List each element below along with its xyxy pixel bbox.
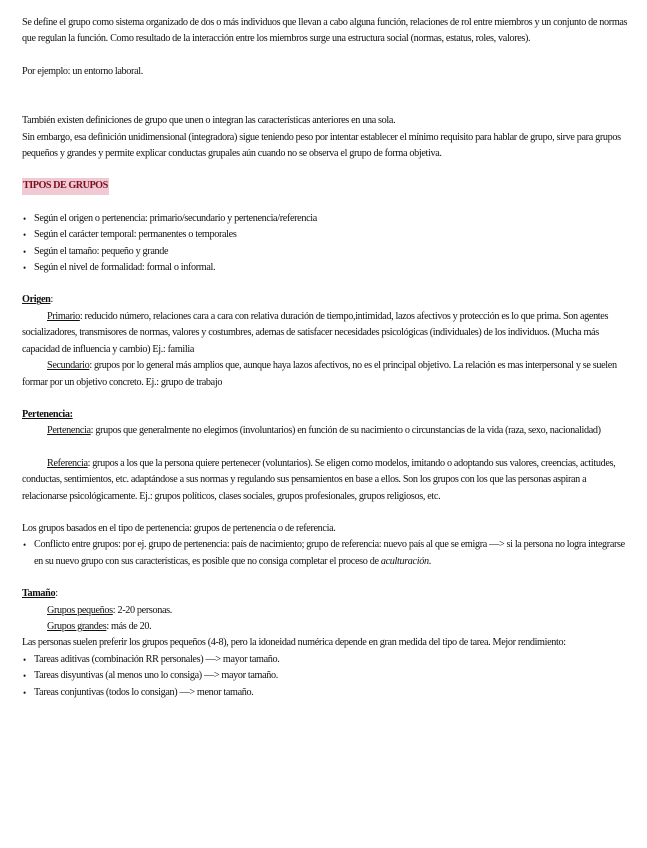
list-item: • Tareas disyuntivas (al menos uno lo consiga) —> mayor tamaño. — [22, 668, 632, 684]
unidimensional-paragraph: Sin embargo, esa definición unidimensional (integradora) sigue teniendo peso por intentar establecer el mínimo requisito para hablar de grupo, sirve para grupos pequeños y grandes y permite explicar conductas grupales aún cuando no se observa el grupo de forma objetiva. — [22, 131, 621, 160]
pequenos-line — [22, 603, 632, 619]
pertenencia-heading: Pertenencia: — [22, 408, 73, 420]
document-page: Se define el grupo como sistema organizado de dos o más individuos que llevan a cabo alguna función, relaciones de rol entre miembros y un conjunto de normas que regulan la función. Como resultado de la interacción entre los miembros surge una estructura social (normas, estatus, roles, valores). Por ejemplo: un entorno laboral. También existen definiciones de grupo que unen o integran las características anteriores en una sola. Sin embargo, esa definición unidimensional (integradora) sigue teniendo peso por intentar establecer el mínimo requisito para hablar de grupo, sirve para grupos pequeños y grandes y permite explicar conductas grupales aún cuando no se observa el grupo de forma objetiva. TIPOS DE GRUPOS • Según el origen o pertenencia: primario/secundario y pertenencia/referencia • Según el carácter temporal: permanentes o temporales • Según el tamaño: pequeño y grande • Según el nivel de formalidad: formal o informal. Origen: Primario: reducido número, relaciones cara a cara con relativa duración de tiempo,intimidad, lazos afectivos y protección es lo que prima. Son agentes socializadores, transmisores de normas, valores y costumbres, ademas de satisfacer necesidades psicológicas (individuales) de los individuos. (Mucha más capacidad de influencia y cambio) Ej.: familia Secundario: grupos por lo general más amplios que, aunque haya lazos afectivos, no es el principal objetivo. La relación es mas interpersonal y se suelen formar por un objetivo concreto. Ej.: grupo de trabajo Pertenencia: Pertenencia: grupos que generalmente no elegimos (involuntarios) en función de su nacimiento o circunstancias de la vida (raza, sexo, nacionalidad) Referencia: grupos a los que la persona quiere pertenecer (voluntarios). Se eligen como modelos, imitando o adoptando sus valores, creencias, actitudes, conductas, sentimientos, etc. adaptándose a sus normas y regulando sus pensamientos en base a ellos. Son los grupos con los que las personas aspiran a relacionarse psicológicamente. Ej.: grupos políticos, clases sociales, grupos profesionales, grupos religiosos, etc. Los grupos basados en el tipo de pertenencia: grupos de pertenencia o de referencia. • Conflicto entre grupos: por ej. grupo de pertenencia: país de nacimiento; grupo de referencia: nuevo país al que se emigra —> si la persona no logra integrarse en su nuevo grupo con sus características, es posible que no consiga completar el proceso de aculturación. Tamaño: Grupos pequeños: 2-20 personas. Grupos grandes: más de 20. Las personas suelen preferir los grupos pequeños (4-8), pero la idoneidad numérica depende en gran medida del tipo de tarea. Mejor rendimiento: • Tareas aditivas (combinación RR personales) —> mayor tamaño. • Tareas disyuntivas (al menos uno lo consiga) —> mayor tamaño. • Tareas conjuntivas (todos lo consigan) —> menor tamaño. — [22, 15, 632, 701]
pertenencia-paragraph — [22, 423, 632, 439]
definition-paragraph: Se define el grupo como sistema organizado de dos o más individuos que llevan a cabo alguna función, relaciones de rol entre miembros y un conjunto de normas que regulan la función. Como resultado de la interacción entre los miembros surge una estructura social (normas, estatus, roles, valores). — [22, 17, 628, 45]
conflict-end: . — [428, 555, 431, 567]
grandes-text: : más de 20. — [106, 620, 152, 632]
pertenencia-text: : grupos que generalmente no elegimos (involuntarios) en función de su nacimiento o circunstancias de la vida (raza, sexo, nacionalidad) — [90, 425, 601, 437]
tipos-heading: TIPOS DE GRUPOS — [22, 178, 109, 194]
referencia-paragraph — [22, 456, 632, 505]
aculturacion-term: aculturación — [380, 555, 429, 567]
preference-paragraph: Las personas suelen preferir los grupos pequeños (4-8), pero la idoneidad numérica depende en gran medida del tipo de tarea. Mejor rendimiento: — [22, 637, 566, 649]
pequenos-term: Grupos pequeños — [47, 604, 113, 616]
origen-heading: Origen — [22, 294, 51, 306]
example-paragraph: Por ejemplo: un entorno laboral. — [22, 65, 143, 77]
list-item: • Según el tamaño: pequeño y grande — [22, 244, 632, 260]
pequenos-text: : 2-20 personas. — [112, 604, 172, 616]
secundario-paragraph — [22, 358, 632, 391]
list-item: • Según el origen o pertenencia: primario/secundario y pertenencia/referencia — [22, 211, 632, 227]
primario-paragraph — [22, 309, 632, 358]
tasks-list — [22, 652, 632, 701]
tamano-heading: Tamaño — [22, 588, 56, 600]
secundario-text: : grupos por lo general más amplios que, aunque haya lazos afectivos, no es el principal objetivo. La relación es mas interpersonal y se suelen formar por un objetivo concreto. Ej.: grupo de trabajo — [22, 360, 617, 388]
conflict-list — [22, 537, 632, 570]
list-item: • Tareas aditivas (combinación RR personales) —> mayor tamaño. — [22, 652, 632, 668]
list-item: • Según el nivel de formalidad: formal o informal. — [22, 260, 632, 276]
integrated-definition-line: También existen definiciones de grupo que unen o integran las características anteriores en una sola. — [22, 115, 396, 127]
pertenencia-term: Pertenencia — [47, 425, 91, 437]
grandes-term: Grupos grandes — [47, 620, 107, 632]
conflict-text: Conflicto entre grupos: por ej. grupo de pertenencia: país de nacimiento; grupo de referencia: nuevo país al que se emigra —> si la persona no logra integrarse en su nuevo grupo con sus características, es posible que no consiga completar el proceso de — [34, 539, 625, 567]
list-item: • Según el carácter temporal: permanentes o temporales — [22, 227, 632, 243]
grandes-line — [22, 619, 632, 635]
criteria-list — [22, 211, 632, 277]
referencia-text: : grupos a los que la persona quiere pertenecer (voluntarios). Se eligen como modelos, imitando o adoptando sus valores, creencias, actitudes, conductas, sentimientos, etc. adaptándose a sus normas y regulando sus pensamientos en base a ellos. Son los grupos con los que las personas aspiran a relacionarse psicológicamente. Ej.: grupos políticos, clases sociales, grupos profesionales, grupos religiosos, etc. — [22, 457, 616, 502]
list-item: • Tareas conjuntivas (todos lo consigan) —> menor tamaño. — [22, 685, 632, 701]
primario-text: : reducido número, relaciones cara a cara con relativa duración de tiempo,intimidad, lazos afectivos y protección es lo que prima. Son agentes socializadores, transmisores de normas, valores y costumbres, ademas de satisfacer necesidades psicológicas (individuales) de los individuos. (Mucha más capacidad de influencia y cambio) Ej.: familia — [22, 310, 609, 355]
list-item — [22, 537, 632, 570]
primario-term: Primario — [47, 310, 80, 322]
pertenencia-summary-line: Los grupos basados en el tipo de pertenencia: grupos de pertenencia o de referencia. — [22, 522, 336, 534]
secundario-term: Secundario — [47, 360, 90, 372]
referencia-term: Referencia — [47, 457, 88, 469]
